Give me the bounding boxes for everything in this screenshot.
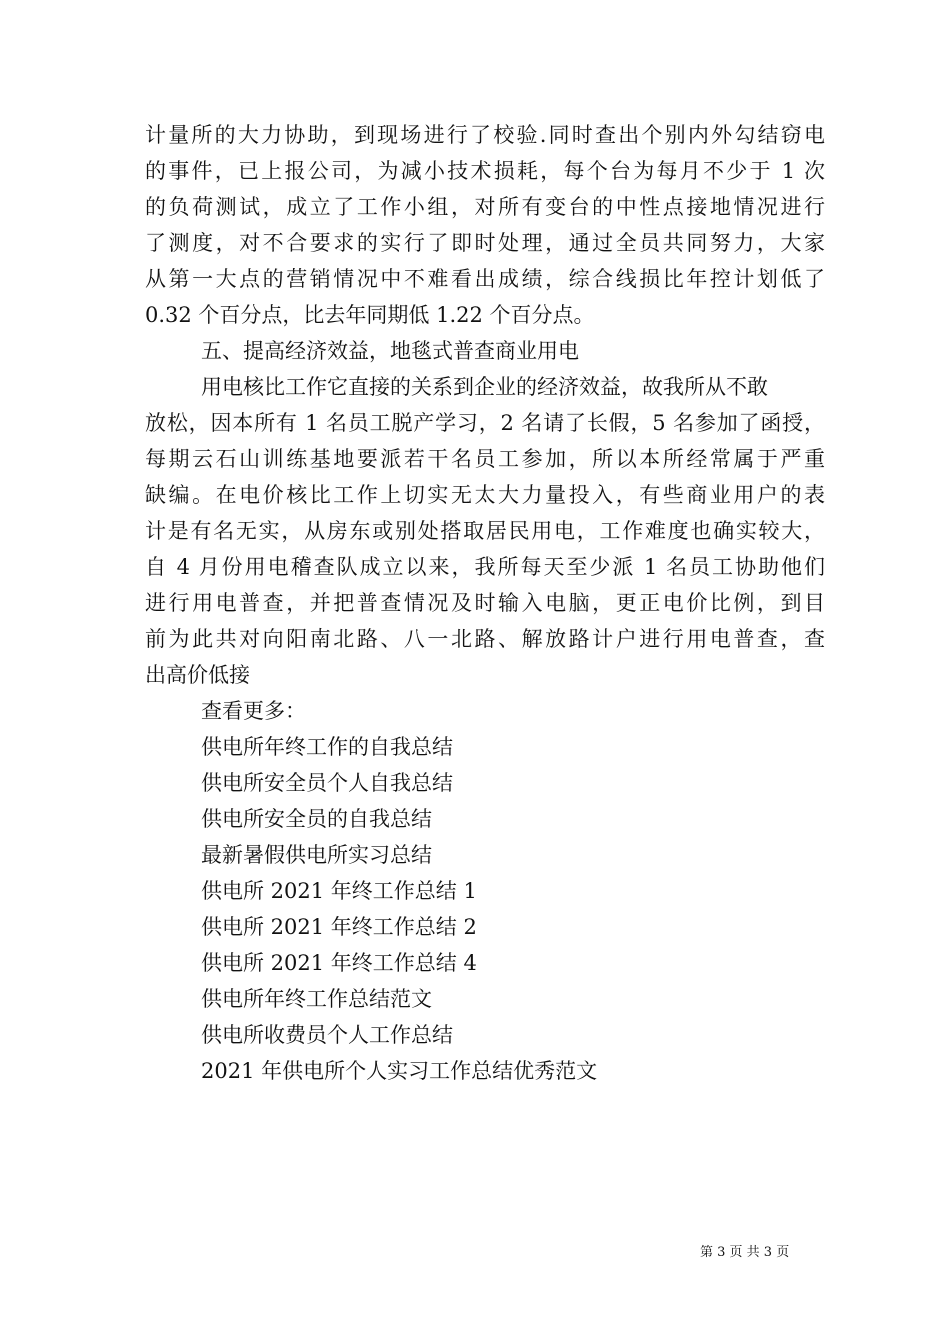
document-body — [145, 117, 825, 1089]
paragraph-2 — [145, 369, 825, 693]
see-more-link[interactable]: 2021 年供电所个人实习工作总结优秀范文 — [201, 1059, 598, 1083]
paragraph-line: 每期云石山训练基地要派若干名员工参加，所以本所经常属于严重 — [145, 447, 825, 471]
paragraph-line: 缺编。在电价核比工作上切实无太大力量投入，有些商业用户的表 — [145, 483, 825, 507]
paragraph-line: 出高价低接 — [145, 663, 250, 687]
see-more-link[interactable]: 供电所安全员的自我总结 — [201, 807, 432, 831]
paragraph-line: 了测度，对不合要求的实行了即时处理，通过全员共同努力，大家 — [145, 231, 825, 255]
section-heading: 五、提高经济效益，地毯式普查商业用电 — [201, 339, 579, 363]
paragraph-line: 自 4 月份用电稽查队成立以来，我所每天至少派 1 名员工协助他们 — [145, 555, 825, 579]
see-more-link[interactable]: 供电所 2021 年终工作总结 4 — [201, 951, 477, 975]
paragraph-line: 的负荷测试，成立了工作小组，对所有变台的中性点接地情况进行 — [145, 195, 825, 219]
paragraph-line: 的事件，已上报公司，为减小技术损耗，每个台为每月不少于 1 次 — [145, 159, 825, 183]
paragraph-1 — [145, 117, 825, 333]
paragraph-line: 进行用电普查，并把普查情况及时输入电脑，更正电价比例，到目 — [145, 591, 825, 615]
see-more-link[interactable]: 供电所 2021 年终工作总结 2 — [201, 915, 477, 939]
page-number: 第 3 页 共 3 页 — [700, 1245, 790, 1260]
see-more-link[interactable]: 供电所收费员个人工作总结 — [201, 1023, 453, 1047]
see-more-link[interactable]: 供电所年终工作总结范文 — [201, 987, 432, 1011]
see-more-list — [145, 729, 825, 1089]
paragraph-line: 0.32 个百分点，比去年同期低 1.22 个百分点。 — [145, 303, 595, 327]
paragraph-line: 计是有名无实，从房东或别处搭取居民用电，工作难度也确实较大， — [145, 519, 825, 543]
see-more-label: 查看更多： — [201, 699, 306, 723]
see-more-link[interactable]: 供电所安全员个人自我总结 — [201, 771, 453, 795]
paragraph-line: 从第一大点的营销情况中不难看出成绩，综合线损比年控计划低了 — [145, 267, 825, 291]
paragraph-line: 用电核比工作它直接的关系到企业的经济效益，故我所从不敢 — [201, 375, 768, 399]
see-more-link[interactable]: 供电所年终工作的自我总结 — [201, 735, 453, 759]
see-more-link[interactable]: 供电所 2021 年终工作总结 1 — [201, 879, 477, 903]
see-more-link[interactable]: 最新暑假供电所实习总结 — [201, 843, 432, 867]
paragraph-line: 放松，因本所有 1 名员工脱产学习，2 名请了长假，5 名参加了函授， — [145, 411, 825, 435]
paragraph-line: 前为此共对向阳南北路、八一北路、解放路计户进行用电普查，查 — [145, 627, 825, 651]
paragraph-line: 计量所的大力协助，到现场进行了校验.同时查出个别内外勾结窃电 — [145, 123, 825, 147]
